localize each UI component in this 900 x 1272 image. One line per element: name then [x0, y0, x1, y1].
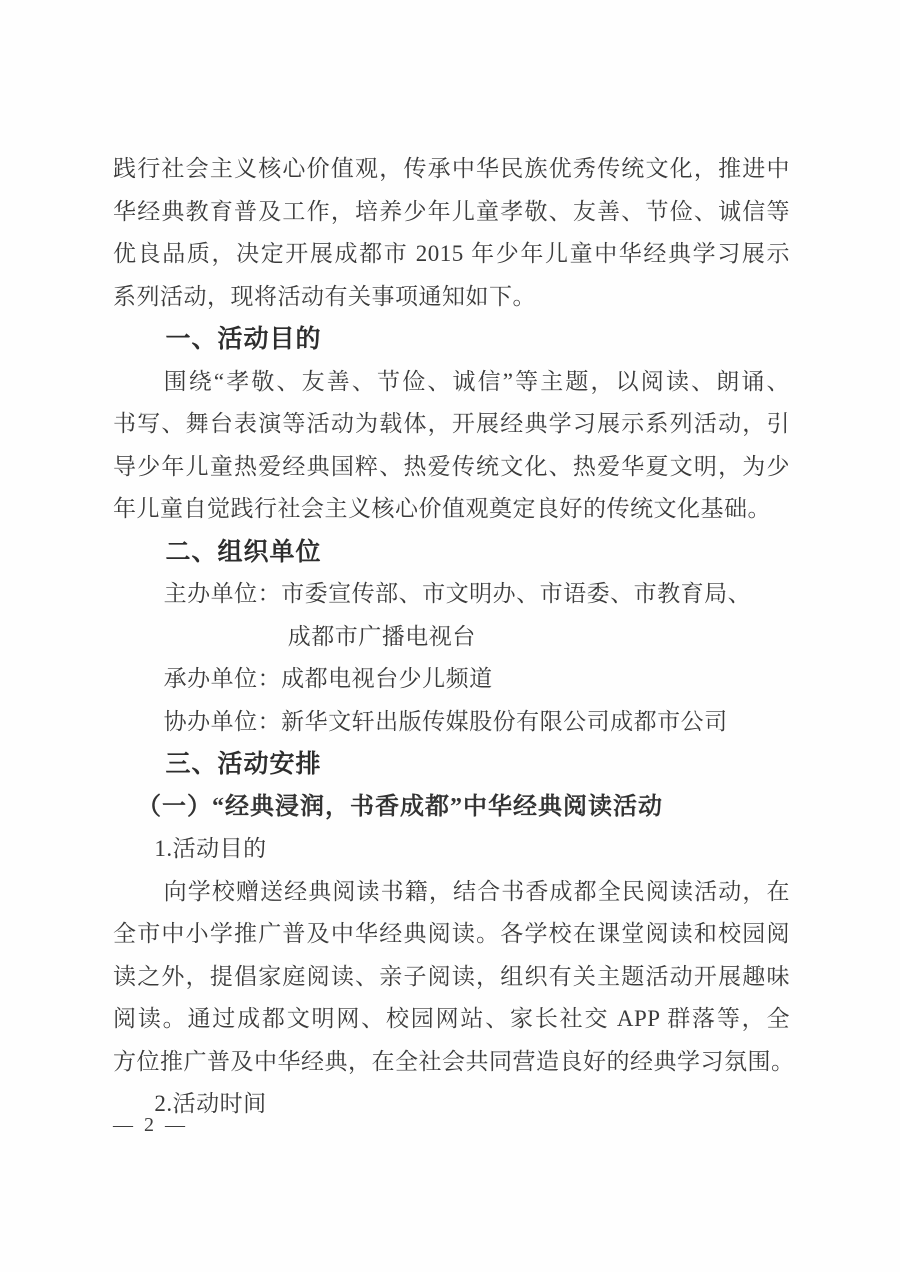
text-line: （一）“经典浸润，书香成都”中华经典阅读活动	[137, 793, 663, 820]
text-line: 优良品质，决定开展成都市 2015 年少年儿童中华经典学习展示	[113, 241, 790, 266]
text-line: 方位推广普及中华经典，在全社会共同营造良好的经典学习氛围。	[113, 1048, 795, 1074]
text-line: 阅读。通过成都文明网、校园网站、家长社交 APP 群落等，全	[113, 1006, 790, 1031]
organizer-undertaker	[113, 658, 790, 701]
text-line: 系列活动，现将活动有关事项通知如下。	[113, 283, 536, 309]
text-line: 2.活动时间	[154, 1091, 267, 1116]
heading-section-3	[113, 743, 790, 786]
document-body	[113, 148, 795, 1126]
text-line: 成都市广播电视台	[287, 623, 476, 649]
subheading-activity-1	[113, 786, 790, 829]
text-line: 年儿童自觉践行社会主义核心价值观奠定良好的传统文化基础。	[113, 496, 771, 521]
text-line: 践行社会主义核心价值观，传承中华民族优秀传统文化，推进中	[113, 156, 790, 181]
text-line: 承办单位：成都电视台少儿频道	[163, 666, 493, 691]
text-line: 三、活动安排	[165, 750, 322, 778]
text-line: 围绕“孝敬、友善、节俭、诚信”等主题，以阅读、朗诵、	[163, 368, 790, 394]
text-line: 导少年儿童热爱经典国粹、热爱传统文化、热爱华夏文明，为少	[113, 453, 790, 479]
heading-section-1	[113, 318, 790, 361]
text-line: 书写、舞台表演等活动为载体，开展经典学习展示系列活动，引	[113, 411, 790, 436]
text-line: 一、活动目的	[165, 325, 322, 353]
paragraph-intro	[113, 148, 790, 318]
text-line: 读之外，提倡家庭阅读、亲子阅读，组织有关主题活动开展趣味	[113, 963, 790, 989]
text-line: 协办单位：新华文轩出版传媒股份有限公司成都市公司	[163, 708, 728, 734]
text-line: 华经典教育普及工作，培养少年儿童孝敬、友善、节俭、诚信等	[113, 198, 790, 224]
item-1-activity-purpose	[113, 828, 790, 871]
heading-section-2	[113, 531, 790, 574]
text-line: 向学校赠送经典阅读书籍，结合书香成都全民阅读活动，在	[163, 878, 790, 904]
paragraph-purpose	[113, 361, 790, 531]
paragraph-reading-activity	[113, 871, 795, 1084]
text-line: 二、组织单位	[165, 537, 322, 566]
page-number: — 2 —	[113, 1114, 188, 1136]
organizer-host	[113, 573, 790, 658]
text-line: 1.活动目的	[154, 836, 267, 861]
item-2-activity-time	[113, 1083, 790, 1126]
organizer-coorganizer	[113, 701, 790, 744]
text-line: 主办单位：市委宣传部、市文明办、市语委、市教育局、	[163, 581, 752, 606]
text-line: 全市中小学推广普及中华经典阅读。各学校在课堂阅读和校园阅	[113, 921, 790, 946]
